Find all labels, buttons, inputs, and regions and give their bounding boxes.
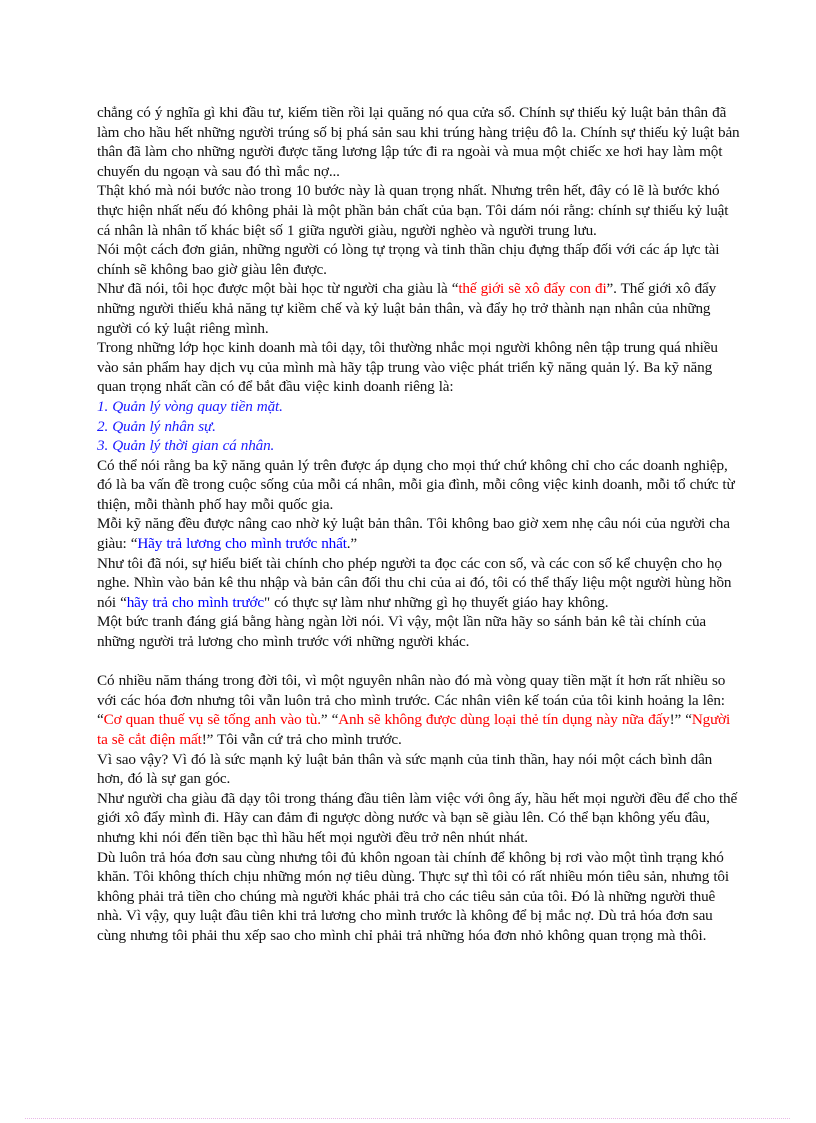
paragraph <box>97 456 742 515</box>
paragraph <box>97 338 742 397</box>
paragraph <box>97 789 742 848</box>
paragraph <box>97 554 742 613</box>
text-run: !” “ <box>669 711 692 729</box>
text-run: Như người cha giàu đã dạy tôi trong tháng đầu tiên làm việc với ông ấy, hầu hết mọi người đều để cho thế giới xô đẩy mình đi. Hãy can đảm đi ngược dòng nước và bạn sẽ giàu lên. Có thể bạn không yếu đâu, nhưng khi nói đến tiền bạc thì hầu hết mọi người đều trở nên nhút nhát. <box>97 789 738 846</box>
text-run: chẳng có ý nghĩa gì khi đầu tư, kiếm tiền rồi lại quăng nó qua cửa sổ. Chính sự thiếu kỷ luật bản thân đã làm cho hầu hết những người trúng số bị phá sản sau khi trúng hàng triệu đô la. Chính sự thiếu kỷ luật bản thân đã làm cho những người được tăng lương lập tức đi ra ngoài và mua một chiếc xe hơi hay làm một chuyến du ngoạn và sau đó thì mắc nợ... <box>97 104 740 180</box>
text-run: Thật khó mà nói bước nào trong 10 bước này là quan trọng nhất. Nhưng trên hết, đây có lẽ là bước khó thực hiện nhất nếu đó không phải là một phần bản chất của bạn. Tôi dám nói rằng: chính sự thiếu kỷ luật cá nhân là nhân tố khác biệt số 1 giữa người giàu, người nghèo và người trung lưu. <box>97 182 729 239</box>
list-item: 1. Quản lý vòng quay tiền mặt. <box>97 397 283 415</box>
skills-list <box>97 397 742 456</box>
section-intro <box>97 103 742 397</box>
text-run: Dù luôn trả hóa đơn sau cùng nhưng tôi đủ khôn ngoan tài chính để không bị rơi vào một tình trạng khó khăn. Tôi không thích chịu những món nợ tiêu dùng. Thực sự thì tôi có rất nhiều món tiêu sản, nhưng tôi không phải trả tiền cho chúng mà người khác phải trả cho các tiêu sản của tôi. Đó là những người thuê nhà. Vì vậy, quy luật đầu tiên khi trả lương cho mình trước là không để bị mắc nợ. Dù trả hóa đơn sau cùng nhưng tôi phải thu xếp sao cho mình chỉ phải trả những hóa đơn nhỏ không quan trọng mà thôi. <box>97 848 729 944</box>
page-bottom-divider <box>25 1118 790 1119</box>
text-run: .” <box>346 535 358 553</box>
text-run: Như tôi đã nói, sự hiểu biết tài chính cho phép người ta đọc các con số, và các con số kể chuyện cho họ nghe. Nhìn vào bản kê thu nhập và bản cân đối thu chi của ai đó, tôi có thể thấy liệu một người hùng hồn nói “ <box>97 554 732 611</box>
paragraph <box>97 671 742 749</box>
quote-red: Cơ quan thuế vụ sẽ tống anh vào tù. <box>103 711 321 729</box>
quote-red: Anh sẽ không được dùng loại thẻ tín dụng này nữa đấy <box>338 711 670 729</box>
paragraph <box>97 240 742 279</box>
list-item: 3. Quản lý thời gian cá nhân. <box>97 437 275 455</box>
text-run: Như đã nói, tôi học được một bài học từ người cha giàu là “ <box>97 280 459 298</box>
paragraph <box>97 279 742 338</box>
quote-red: Người ta sẽ cắt điện mất <box>97 711 731 748</box>
text-run: ”. Thế giới xô đẩy những người thiếu khả năng tự kiềm chế và kỷ luật bản thân, và đẩy họ trở thành nạn nhân của những người có kỷ luật riêng mình. <box>97 280 717 337</box>
paragraph <box>97 103 742 181</box>
section-skills <box>97 456 742 652</box>
text-run: Trong những lớp học kinh doanh mà tôi dạy, tôi thường nhắc mọi người không nên tập trung quá nhiều vào sản phẩm hay dịch vụ của mình mà hãy tập trung vào việc phát triển kỹ năng quản lý. Ba kỹ năng quan trọng nhất cần có để bắt đầu việc kinh doanh riêng là: <box>97 339 718 396</box>
text-run: Vì sao vậy? Vì đó là sức mạnh kỷ luật bản thân và sức mạnh của tinh thần, hay nói một cách bình dân hơn, đó là sự gan góc. <box>97 750 713 788</box>
paragraph <box>97 848 742 946</box>
document-page <box>97 103 742 946</box>
paragraph <box>97 750 742 789</box>
quote-blue: Hãy trả lương cho mình trước nhất <box>137 535 347 553</box>
text-run: Có nhiều năm tháng trong đời tôi, vì một nguyên nhân nào đó mà vòng quay tiền mặt ít hơn rất nhiều so với các hóa đơn nhưng tôi vẫn luôn trả cho mình trước. Các nhân viên kế toán của tôi kinh hoảng la lên: “ <box>97 672 726 729</box>
quote-red: thế giới sẽ xô đẩy con đi <box>458 280 607 298</box>
paragraph <box>97 612 742 651</box>
paragraph <box>97 514 742 553</box>
paragraph <box>97 181 742 240</box>
text-run: Có thể nói rằng ba kỹ năng quản lý trên được áp dụng cho mọi thứ chứ không chỉ cho các doanh nghiệp, đó là ba vấn đề trong cuộc sống của mỗi cá nhân, mỗi gia đình, mỗi công việc kinh doanh, mỗi tổ chức từ thiện, mỗi thành phố hay mỗi quốc gia. <box>97 456 735 513</box>
list-item: 2. Quản lý nhân sự. <box>97 417 216 435</box>
text-run: Nói một cách đơn giản, những người có lòng tự trọng và tinh thần chịu đựng thấp đối với các áp lực tài chính sẽ không bao giờ giàu lên được. <box>97 241 720 278</box>
text-run: " có thực sự làm như những gì họ thuyết giáo hay không. <box>263 593 609 611</box>
text-run: ” “ <box>320 711 339 729</box>
section-discipline <box>97 671 742 945</box>
blank-line <box>97 652 742 672</box>
text-run: Mỗi kỹ năng đều được nâng cao nhờ kỷ luật bản thân. Tôi không bao giờ xem nhẹ câu nói của người cha giàu: “ <box>97 515 730 553</box>
text-run: !” Tôi vẫn cứ trả cho mình trước. <box>201 731 402 748</box>
text-run: Một bức tranh đáng giá bằng hàng ngàn lời nói. Vì vậy, một lần nữa hãy so sánh bản kê tài chính của những người trả lương cho mình trước với những người khác. <box>97 613 707 651</box>
quote-blue: hãy trả cho mình trước <box>126 593 264 611</box>
